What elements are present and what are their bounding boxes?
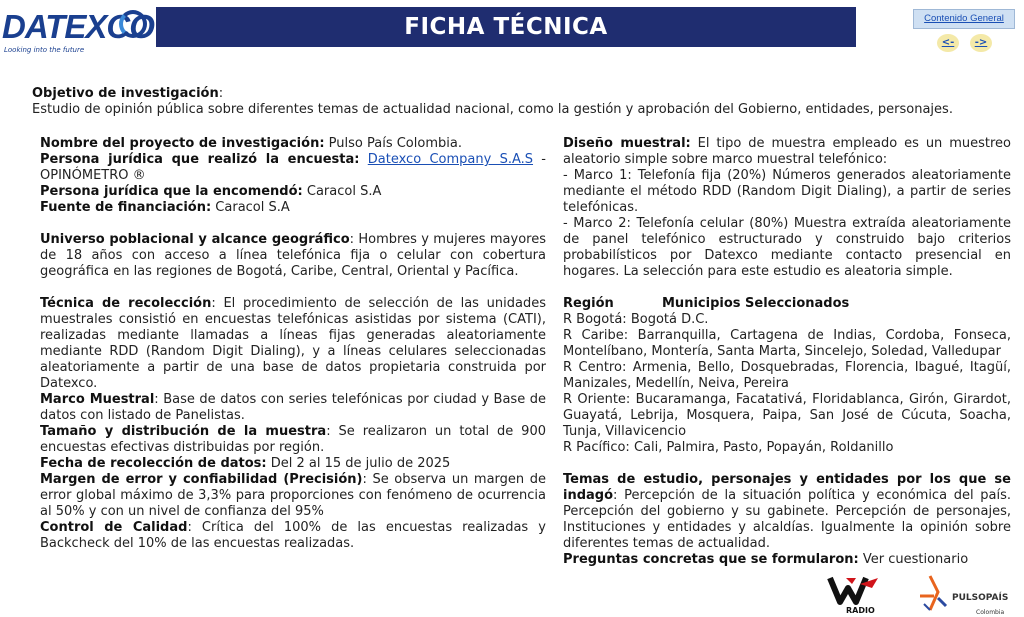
questions: Preguntas concretas que se formularon: Ver cuestionario	[563, 552, 969, 567]
region-oriente: R Oriente: Bucaramanga, Facatativá, Floridablanca, Girón, Girardot, Guayatá, Lebrija, Mosquera, Paipa, San José de Cúcuta, Soacha, Tunja, Villavicencio	[563, 392, 1011, 439]
next-arrow-button[interactable]: ->	[970, 34, 992, 52]
funding-source: Fuente de financiación: Caracol S.A	[40, 200, 290, 215]
left-column	[40, 136, 546, 552]
contenido-general-button[interactable]: Contenido General	[913, 9, 1015, 29]
region-pacifico: R Pacífico: Cali, Palmira, Pasto, Popayán, Roldanillo	[563, 440, 894, 455]
sample-frame: Marco Muestral: Base de datos con series telefónicas por ciudad y Base de datos con listado de Panelistas.	[40, 392, 546, 423]
region-caribe: R Caribe: Barranquilla, Cartagena de Indias, Cordoba, Fonseca, Montelíbano, Montería, Santa Marta, Sincelejo, Soledad, Valledupar	[563, 328, 1011, 359]
objective-label: Objetivo de investigación	[32, 86, 219, 101]
sample-design: Diseño muestral: El tipo de muestra empleado es un muestreo aleatorio simple sobre marco muestral telefónico:	[563, 136, 1012, 167]
logo-tagline: Looking into the future	[4, 46, 85, 54]
region-centro: R Centro: Armenia, Bello, Dosquebradas, Florencia, Ibagué, Itagüí, Manizales, Medellín, Neiva, Pereira	[563, 360, 1011, 391]
region-bogota: R Bogotá: Bogotá D.C.	[563, 312, 709, 327]
w-radio-logo	[826, 574, 888, 614]
page-title: FICHA TÉCNICA	[156, 7, 856, 47]
datexco-logo	[2, 8, 152, 54]
logo-ring-icon	[119, 10, 147, 38]
datexco-link[interactable]: Datexco Company S.A.S	[367, 152, 534, 167]
pulso-text: PULSOPAÍS	[952, 593, 1009, 603]
objective-text: Estudio de opinión pública sobre diferentes temas de actualidad nacional, como la gestión y aprobación del Gobierno, entidades, personajes.	[32, 102, 953, 117]
universe: Universo poblacional y alcance geográfico: Hombres y mujeres mayores de 18 años con acceso a línea telefónica fija o celular con cobertura geográfica en las regiones de Bogotá, Caribe, Central, Oriental y Pacífica.	[40, 232, 546, 279]
entity-executor: Persona jurídica que realizó la encuesta: Datexco Company S.A.S - OPINÓMETRO ®	[40, 152, 546, 183]
right-column	[563, 136, 1011, 568]
margin-of-error: Margen de error y confiabilidad (Precisión): Se observa un margen de error global máximo de 3,3% para proporciones con fenómeno de ocurrencia al 50% y con un nivel de confianza del 95%	[40, 472, 546, 519]
wradio-text: RADIO	[846, 606, 875, 614]
entity-commissioned: Persona jurídica que la encomendó: Caracol S.A	[40, 184, 382, 199]
collection-date: Fecha de recolección de datos: Del 2 al 15 de julio de 2025	[40, 456, 451, 471]
quality-control: Control de Calidad: Crítica del 100% de las encuestas realizadas y Backcheck del 10% de las encuestas realizadas.	[40, 520, 546, 551]
logo-word: DATEXCO	[2, 8, 154, 45]
prev-arrow-button[interactable]: <-	[937, 34, 959, 52]
technique: Técnica de recolección: El procedimiento de selección de las unidades muestrales consistió en encuestas telefónicas asistidas por sistema (CATI), realizadas mediante llamadas a líneas fijas generadas aleatoriamente mediante RDD (Random Digit Dialing), y a líneas celulares seleccionadas aleatoriamente a partir de una base de datos propietaria construida por Datexco.	[40, 296, 546, 391]
study-topics: Temas de estudio, personajes y entidades por los que se indagó: Percepción de la situación política y económica del país. Percepción del gobierno y su gabinete. Percepción de personajes, Instituciones y entidades y alcaldías. Igualmente la opinión sobre diferentes temas de actualidad.	[563, 472, 1011, 551]
pulso-pais-logo	[916, 572, 1016, 616]
objective-section: Objetivo de investigación: Estudio de opinión pública sobre diferentes temas de actualidad nacional, como la gestión y aprobación del Gobierno, entidades, personajes.	[32, 86, 1002, 118]
questionnaire-link[interactable]: Ver cuestionario	[858, 552, 969, 567]
frame-2: - Marco 2: Telefonía celular (80%) Muestra extraída aleatoriamente de panel telefónico estructurado y construido bajo criterios probabilísticos por Datexco mediante contacto presencial en hogares. La selección para este estudio es aleatoria simple.	[563, 216, 1011, 279]
sample-size: Tamaño y distribución de la muestra: Se realizaron un total de 900 encuestas efectivas distribuidas por región.	[40, 424, 546, 455]
project-name: Nombre del proyecto de investigación: Pulso País Colombia.	[40, 136, 462, 151]
region-table-header: Región Municipios Seleccionados	[563, 296, 850, 311]
pulso-sub-text: Colombia	[976, 609, 1005, 616]
frame-1: - Marco 1: Telefonía fija (20%) Números generados aleatoriamente mediante el método RDD (Random Digit Dialing), a partir de series telefónicas.	[563, 168, 1011, 215]
